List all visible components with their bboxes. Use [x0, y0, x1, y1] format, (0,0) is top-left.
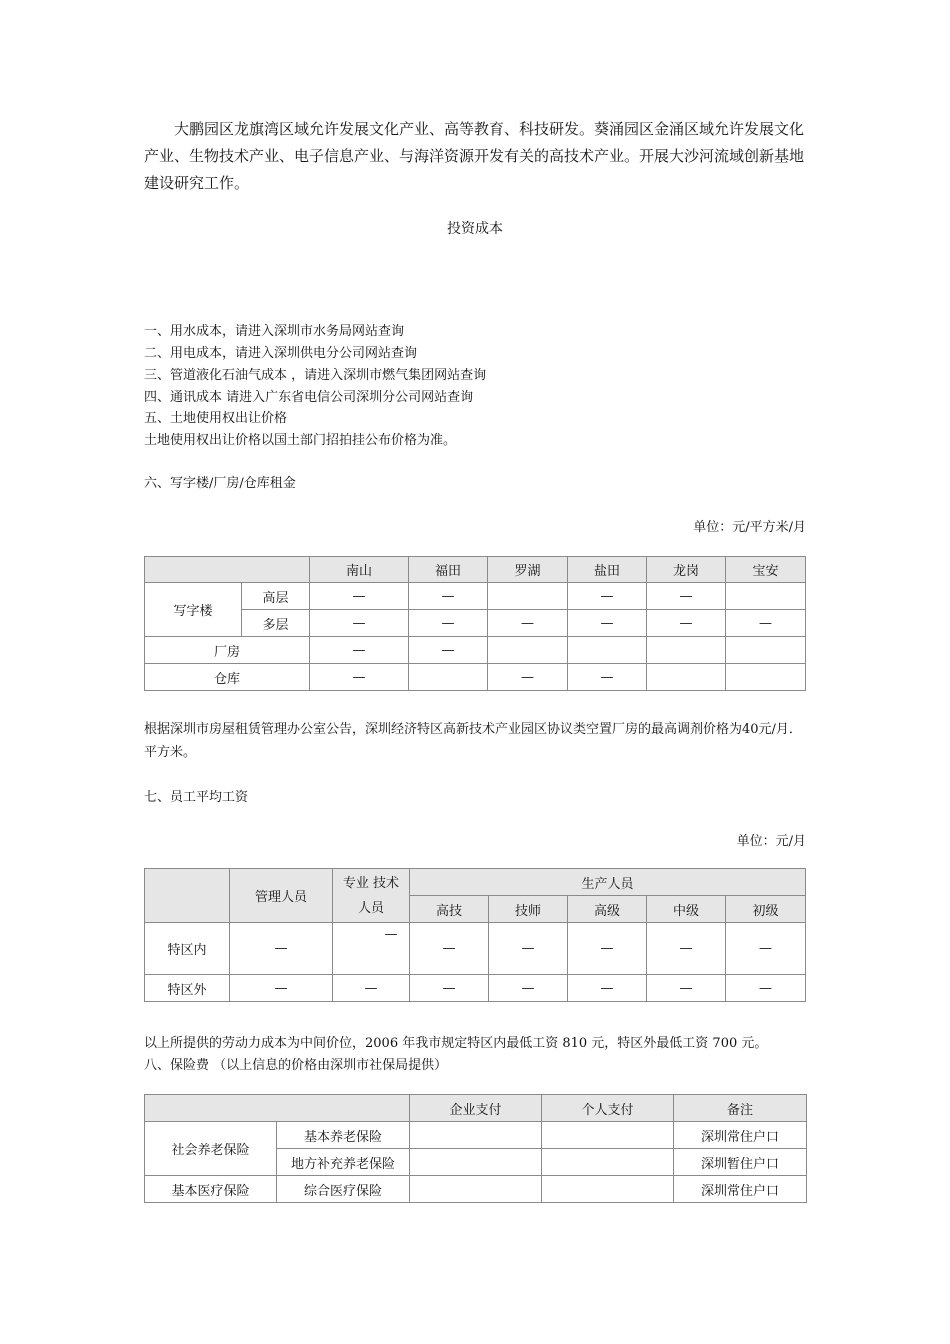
rent-cell: — — [310, 583, 409, 610]
rent-cell — [488, 583, 568, 610]
rent-col-header: 福田 — [409, 557, 488, 583]
insurance-cell — [410, 1149, 542, 1176]
rent-heading: 六、写字楼/厂房/仓库租金 — [144, 476, 296, 491]
wage-tech-header-line1: 专业 技术 — [342, 875, 400, 891]
item-gas: 三、管道液化石油气成本 ，请进入深圳市燃气集团网站查询 — [144, 368, 487, 383]
insurance-social-label: 社会养老保险 — [145, 1122, 277, 1176]
wage-cell: — — [410, 923, 489, 975]
item-land: 五、土地使用权出让价格 — [144, 411, 288, 426]
item-telecom: 四、通讯成本 请进入广东省电信公司深圳分公司网站查询 — [144, 390, 474, 405]
rent-cell — [409, 664, 488, 691]
wage-manager-header: 管理人员 — [230, 869, 333, 923]
wage-outside-label: 特区外 — [145, 975, 230, 1002]
rent-cell: — — [647, 610, 726, 637]
rent-cell: — — [568, 610, 647, 637]
rent-cell: — — [568, 664, 647, 691]
insurance-row-medical — [145, 1176, 807, 1203]
insurance-col-company: 企业支付 — [410, 1095, 542, 1122]
wage-sub-header: 高技 — [410, 896, 489, 923]
insurance-type-label: 地方补充养老保险 — [277, 1149, 410, 1176]
rent-cell: — — [488, 610, 568, 637]
insurance-cell — [542, 1122, 674, 1149]
rent-cell: — — [488, 664, 568, 691]
wage-unit: 单位：元/月 — [736, 834, 806, 849]
rent-col-header: 盐田 — [568, 557, 647, 583]
rent-row-high — [145, 583, 806, 610]
rent-cell: — — [647, 583, 726, 610]
wage-cell: — — [489, 923, 568, 975]
rent-cell: — — [409, 583, 488, 610]
wage-row-outside — [145, 975, 806, 1002]
insurance-note-cell: 深圳常住户口 — [674, 1122, 807, 1149]
rent-cell — [726, 637, 806, 664]
rent-cell — [647, 664, 726, 691]
wage-cell: — — [726, 975, 806, 1002]
rent-multi-label: 多层 — [242, 610, 310, 637]
wage-sub-header: 高级 — [568, 896, 647, 923]
rent-cell: — — [726, 610, 806, 637]
rent-cell — [568, 637, 647, 664]
rent-cell — [488, 637, 568, 664]
insurance-header-row — [145, 1095, 807, 1122]
rent-col-header: 南山 — [310, 557, 409, 583]
wage-table — [144, 868, 806, 1002]
wage-sub-header: 中级 — [647, 896, 726, 923]
insurance-cell — [410, 1176, 542, 1203]
wage-inside-label: 特区内 — [145, 923, 230, 975]
wage-production-header: 生产人员 — [410, 869, 806, 896]
rent-unit: 单位：元/平方米/月 — [693, 520, 806, 535]
wage-cell — [333, 923, 410, 975]
insurance-note-cell: 深圳常住户口 — [674, 1176, 807, 1203]
wage-tech-header-line2: 人员 — [357, 900, 384, 916]
rent-cell: — — [310, 610, 409, 637]
rent-high-label: 高层 — [242, 583, 310, 610]
wage-row-inside — [145, 923, 806, 975]
rent-cell — [726, 664, 806, 691]
item-land-note: 土地使用权出让价格以国土部门招拍挂公布价格为准。 — [144, 433, 457, 448]
wage-cell: — — [647, 923, 726, 975]
rent-office-label: 写字楼 — [145, 583, 242, 637]
wage-heading: 七、员工平均工资 — [144, 790, 249, 805]
rent-corner-cell — [145, 557, 310, 583]
rent-cell: — — [310, 664, 409, 691]
insurance-cell — [542, 1149, 674, 1176]
wage-cell: — — [647, 975, 726, 1002]
item-power: 二、用电成本，请进入深圳供电分公司网站查询 — [144, 346, 418, 361]
item-water: 一、用水成本，请进入深圳市水务局网站查询 — [144, 324, 405, 339]
page-title: 投资成本 — [447, 221, 503, 237]
wage-cell: — — [568, 975, 647, 1002]
rent-row-multi — [145, 610, 806, 637]
rent-col-header: 宝安 — [726, 557, 806, 583]
wage-cell: — — [568, 923, 647, 975]
insurance-cell — [410, 1122, 542, 1149]
insurance-row-basic-pension — [145, 1122, 807, 1149]
wage-cell: — — [333, 975, 410, 1002]
wage-corner-cell — [145, 869, 230, 923]
insurance-heading: 八、保险费 （以上信息的价格由深圳市社保局提供） — [144, 1058, 448, 1073]
rent-warehouse-label: 仓库 — [145, 664, 310, 691]
insurance-medical-label: 基本医疗保险 — [145, 1176, 277, 1203]
wage-tech-header — [333, 869, 410, 923]
rent-cell — [726, 583, 806, 610]
wage-cell: — — [230, 923, 333, 975]
insurance-note-cell: 深圳暂住户口 — [674, 1149, 807, 1176]
wage-cell: — — [726, 923, 806, 975]
rent-header-row — [145, 557, 806, 583]
wage-cell: — — [489, 975, 568, 1002]
wage-header-row — [145, 869, 806, 896]
rent-cell — [647, 637, 726, 664]
rent-row-warehouse — [145, 664, 806, 691]
wage-cell-value: — — [384, 927, 398, 942]
insurance-corner-cell — [145, 1095, 410, 1122]
rent-col-header: 龙岗 — [647, 557, 726, 583]
rent-cell: — — [310, 637, 409, 664]
insurance-table — [144, 1094, 807, 1203]
wage-cell: — — [410, 975, 489, 1002]
rent-table — [144, 556, 806, 691]
insurance-type-label: 综合医疗保险 — [277, 1176, 410, 1203]
wage-cell: — — [230, 975, 333, 1002]
insurance-col-personal: 个人支付 — [542, 1095, 674, 1122]
rent-note: 根据深圳市房屋租赁管理办公室公告，深圳经济特区高新技术产业园区协议类空置厂房的最高调剂价格为40元/月．平方米。 — [144, 722, 802, 760]
wage-sub-header: 初级 — [726, 896, 806, 923]
rent-col-header: 罗湖 — [488, 557, 568, 583]
rent-cell: — — [409, 637, 488, 664]
rent-cell: — — [409, 610, 488, 637]
rent-cell: — — [568, 583, 647, 610]
wage-note: 以上所提供的劳动力成本为中间价位，2006 年我市规定特区内最低工资 810 元，特区外最低工资 700 元。 — [144, 1036, 768, 1051]
insurance-type-label: 基本养老保险 — [277, 1122, 410, 1149]
intro-paragraph: 大鹏园区龙旗湾区域允许发展文化产业、高等教育、科技研发。葵涌园区金涌区域允许发展文化产业、生物技术产业、电子信息产业、与海洋资源开发有关的高技术产业。开展大沙河流域创新基地建设研究工作。 — [144, 120, 805, 192]
insurance-col-note: 备注 — [674, 1095, 807, 1122]
rent-factory-label: 厂房 — [145, 637, 310, 664]
insurance-cell — [542, 1176, 674, 1203]
rent-row-factory — [145, 637, 806, 664]
wage-sub-header: 技师 — [489, 896, 568, 923]
